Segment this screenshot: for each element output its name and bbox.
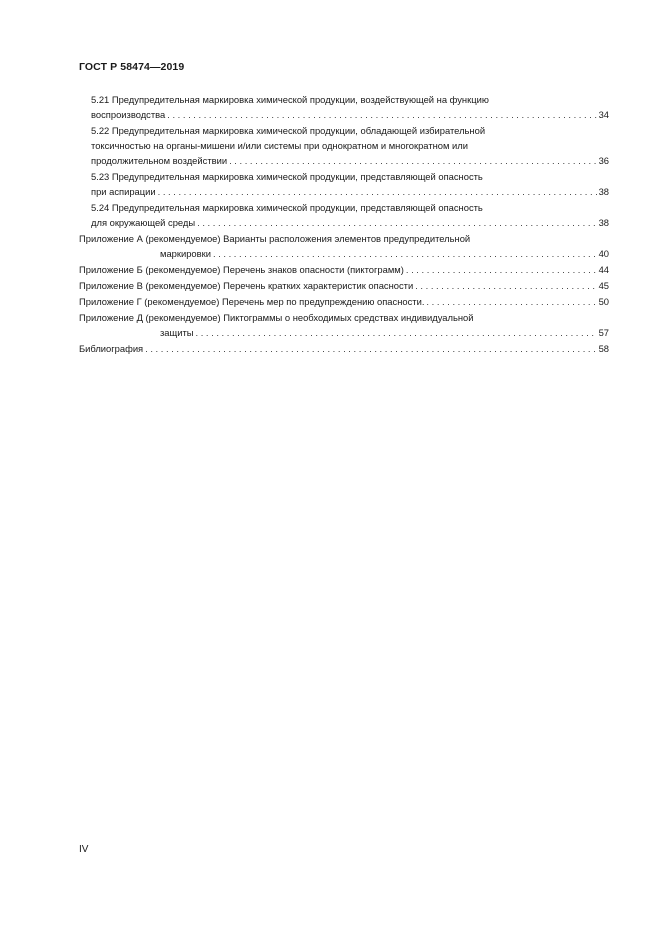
toc-entry-appendix-g[interactable] [79,294,609,309]
page-number: IV [79,844,89,855]
toc-page-number: 38 [598,186,609,197]
toc-entry-line: 5.23 Предупредительная маркировка химической продукции, представляющей опасность [91,171,483,182]
document-header: ГОСТ Р 58474—2019 [79,61,185,73]
toc-entry-title-end: Библиография [79,343,144,354]
toc-entry-bibliography[interactable] [79,341,609,356]
toc-page-number: 50 [598,296,609,307]
toc-entry-appendix-a[interactable] [79,231,609,261]
toc-page-number: 38 [598,217,609,228]
leader-dots [167,107,596,122]
leader-dots [196,325,597,340]
leader-dots [229,153,596,168]
toc-entry-appendix-v[interactable] [79,278,609,293]
toc-page-number: 36 [598,155,609,166]
toc-entry-5-22[interactable] [79,123,609,168]
toc-page-number: 44 [598,264,609,275]
toc-page-number: 58 [598,343,609,354]
leader-dots [158,184,597,199]
leader-dots [415,278,596,293]
toc-page-number: 57 [598,327,609,338]
table-of-contents [79,92,609,357]
toc-entry-title-end: Приложение В (рекомендуемое) Перечень кратких характеристик опасности [79,280,414,291]
leader-dots [213,246,597,261]
leader-dots [145,341,596,356]
toc-entry-title-end: защиты [160,327,194,338]
toc-entry-title-end: для окружающей среды [91,217,196,228]
toc-entry-5-23[interactable] [79,169,609,199]
toc-entry-line: Приложение А (рекомендуемое) Варианты расположения элементов предупредительной [79,233,471,244]
toc-entry-line: 5.22 Предупредительная маркировка химической продукции, обладающей избирательной [91,125,486,136]
toc-page-number: 40 [598,248,609,259]
leader-dots [426,294,596,309]
toc-entry-appendix-b[interactable] [79,262,609,277]
leader-dots [406,262,597,277]
toc-entry-title-end: воспроизводства [91,109,166,120]
toc-entry-line: токсичностью на органы-мишени и/или системы при однократном и многократном или [91,140,468,151]
toc-entry-line: 5.21 Предупредительная маркировка химической продукции, воздействующей на функцию [91,94,489,105]
toc-entry-5-21[interactable] [79,92,609,122]
toc-entry-line: Приложение Д (рекомендуемое) Пиктограммы о необходимых средствах индивидуальной [79,312,474,323]
toc-entry-line: 5.24 Предупредительная маркировка химической продукции, представляющей опасность [91,202,483,213]
toc-entry-title-end: Приложение Б (рекомендуемое) Перечень знаков опасности (пиктограмм) [79,264,404,275]
toc-entry-title-end: при аспирации [91,186,156,197]
toc-entry-title-end: продолжительном воздействии [91,155,228,166]
toc-entry-title-end: Приложение Г (рекомендуемое) Перечень мер по предупреждению опасности. [79,296,425,307]
toc-page-number: 34 [598,109,609,120]
toc-entry-appendix-d[interactable] [79,310,609,340]
leader-dots [197,215,596,230]
toc-page-number: 45 [598,280,609,291]
toc-entry-title-end: маркировки [160,248,211,259]
toc-entry-5-24[interactable] [79,200,609,230]
